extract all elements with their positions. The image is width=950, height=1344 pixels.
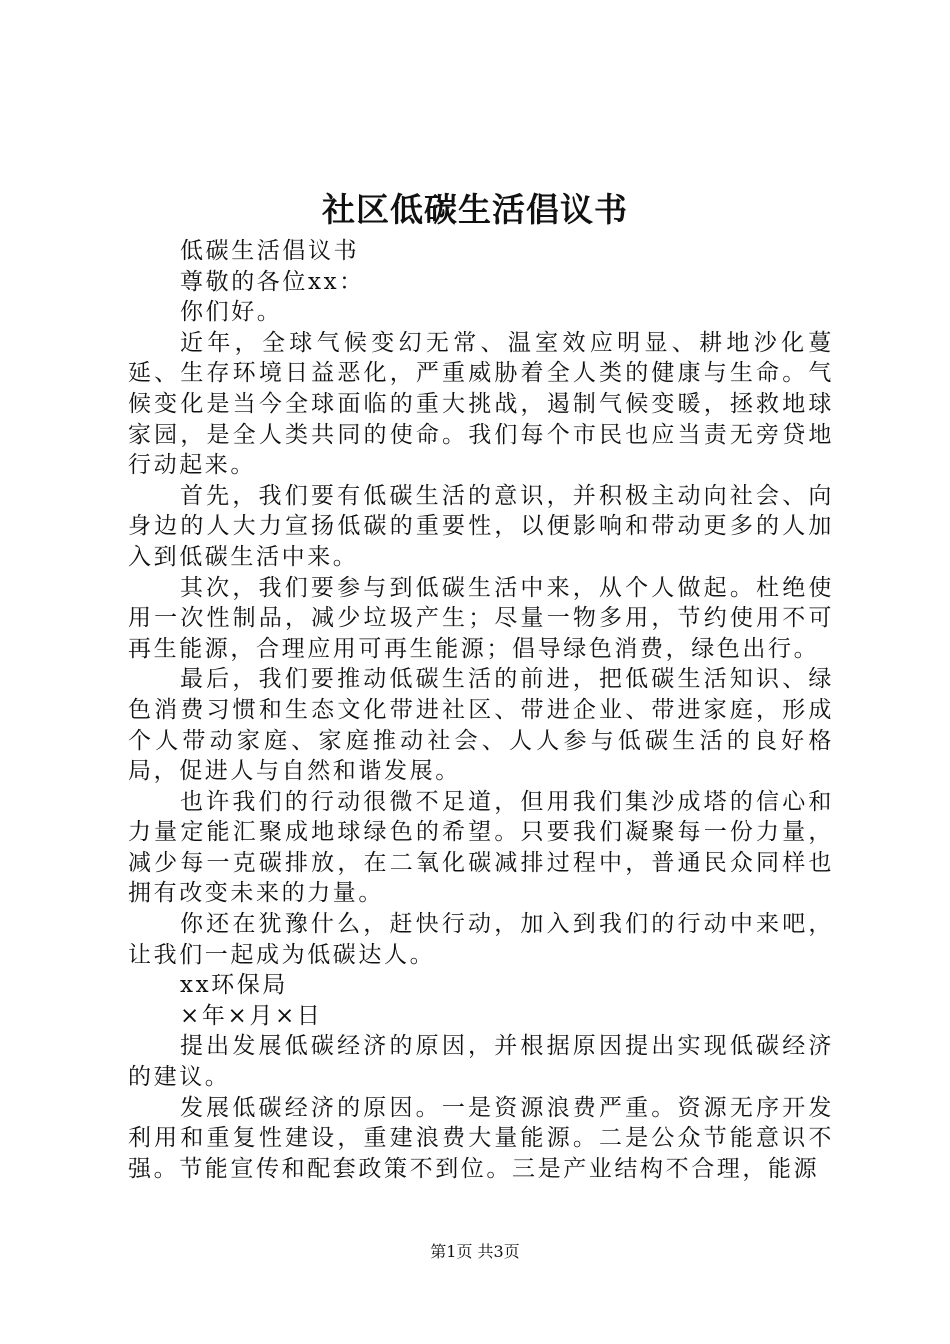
document-body [128,236,834,1184]
paragraph-intro: 近年，全球气候变幻无常、温室效应明显、耕地沙化蔓延、生存环境日益恶化，严重威胁着全人类的健康与生命。气候变化是当今全球面临的重大挑战，遏制气候变暖，拯救地球家园，是全人类共同的使命。我们每个市民也应当责无旁贷地行动起来。 [128,329,834,479]
paragraph-signature: xx环保局 [180,972,288,999]
paragraph-second: 其次，我们要参与到低碳生活中来，从个人做起。杜绝使用一次性制品，减少垃圾产生；尽量一物多用，节约使用不可再生能源，合理应用可再生能源；倡导绿色消费，绿色出行。 [128,574,834,662]
paragraph-greeting: 你们好。 [180,299,283,326]
paragraph-call: 你还在犹豫什么，赶快行动，加入到我们的行动中来吧，让我们一起成为低碳达人。 [128,911,834,968]
paragraph-salutation: 尊敬的各位xx： [180,268,365,295]
page-footer: 第1页 共3页 [430,1242,520,1261]
paragraph-subtitle: 低碳生活倡议书 [180,238,360,264]
paragraph-first: 首先，我们要有低碳生活的意识，并积极主动向社会、向身边的人大力宣扬低碳的重要性，以便影响和带动更多的人加入到低碳生活中来。 [128,482,834,570]
paragraph-hope: 也许我们的行动很微不足道，但用我们集沙成塔的信心和力量定能汇聚成地球绿色的希望。只要我们凝聚每一份力量，减少每一克碳排放，在二氧化碳减排过程中，普通民众同样也拥有改变未来的力量。 [128,788,834,907]
document-title: 社区低碳生活倡议书 [322,190,628,229]
paragraph-reasons: 发展低碳经济的原因。一是资源浪费严重。资源无序开发利用和重复性建设，重建浪费大量能源。二是公众节能意识不强。节能宣传和配套政策不到位。三是产业结构不合理，能源 [128,1094,834,1182]
paragraph-date: ×年×月×日 [180,1002,323,1029]
paragraph-question: 提出发展低碳经济的原因，并根据原因提出实现低碳经济的建议。 [128,1033,834,1091]
paragraph-last: 最后，我们要推动低碳生活的前进，把低碳生活知识、绿色消费习惯和生态文化带进社区、带进企业、带进家庭，形成个人带动家庭、家庭推动社会、人人参与低碳生活的良好格局，促进人与自然和谐发展。 [128,666,834,785]
